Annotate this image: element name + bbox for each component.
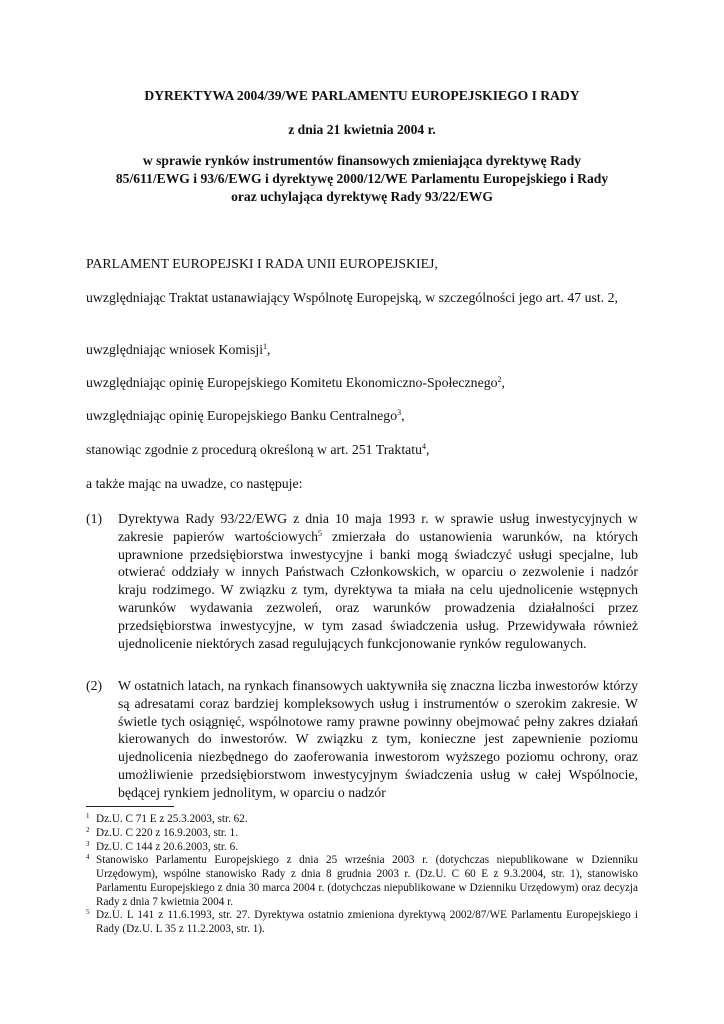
footnote-separator: [86, 806, 174, 807]
footnote-2-mark: 2: [86, 826, 90, 834]
footnote-3-text: Dz.U. C 144 z 20.6.2003, str. 6.: [96, 841, 239, 853]
footnote-ref-2: 2: [497, 375, 502, 384]
footnote-ref-5: 5: [318, 528, 322, 538]
recital-1-text: [118, 510, 638, 652]
footnote-1: [86, 812, 638, 826]
footnote-3-mark: 3: [86, 840, 90, 848]
footnote-ref-3: 3: [397, 408, 402, 417]
footnote-5-mark: 5: [86, 908, 90, 916]
recital-1-text-a: Dyrektywa Rady 93/22/EWG z dnia 10 maja 1993 r. w sprawie usług inwestycyjnych w zakresie papierów wartościowych: [118, 511, 638, 544]
preamble-commission-end: ,: [267, 342, 271, 357]
preamble-commission: [86, 341, 638, 359]
footnote-1-text: Dz.U. C 71 E z 25.3.2003, str. 62.: [96, 813, 248, 825]
preamble-commission-text: uwzględniając wniosek Komisji: [86, 342, 264, 357]
recital-2-number: (2): [86, 678, 103, 693]
preamble-whereas: a także mając na uwadze, co następuje:: [86, 476, 303, 491]
preamble-procedure-text: stanowiąc zgodnie z procedurą określoną w art. 251 Traktatu: [86, 442, 423, 457]
footnote-4-mark: 4: [86, 853, 90, 861]
footnote-5-text: Dz.U. L 141 z 11.6.1993, str. 27. Dyrektywa ostatnio zmieniona dyrektywą 2002/87/WE Parlamentu Europejskiego i Rady (Dz.U. L 35 z 11.2.2003, str. 1).: [96, 909, 638, 935]
recital-2-text: W ostatnich latach, na rynkach finansowych uaktywniła się znaczna liczba inwestorów którzy są adresatami coraz bardziej kompleksowych usług i instrumentów o szerokim zakresie. W świetle tych osiągnięć, wspólnotowe ramy prawne powinny obejmować pełny zakres działań kierowanych do inwestorów. W związku z tym, konieczne jest zapewnienie poziomu ujednolicenia niezbędnego do zaoferowania inwestorom wyższego poziomu ochrony, oraz umożliwienie przedsiębiorstwom inwestycyjnym świadczenia usług w całej Wspólnocie, będącej rynkiem jednolitym, w oparciu o nadzór: [118, 678, 638, 800]
footnote-ref-4: 4: [422, 442, 427, 451]
preamble-bank: [86, 407, 638, 425]
document-title: DYREKTYWA 2004/39/WE PARLAMENTU EUROPEJSKIEGO I RADY: [144, 88, 580, 103]
footnote-4: [86, 853, 638, 909]
document-date: z dnia 21 kwietnia 2004 r.: [288, 122, 436, 137]
subject-line-3: oraz uchylająca dyrektywę Rady 93/22/EWG: [231, 189, 493, 204]
footnote-1-mark: 1: [86, 812, 90, 820]
preamble-procedure-end: ,: [426, 442, 430, 457]
preamble-procedure: [86, 441, 638, 459]
recital-1-number: (1): [86, 511, 103, 526]
preamble-bank-end: ,: [401, 408, 405, 423]
footnote-3: [86, 840, 638, 854]
subject-line-2: 85/611/EWG i 93/6/EWG i dyrektywę 2000/12/WE Parlamentu Europejskiego i Rady: [115, 171, 609, 186]
footnote-4-text: Stanowisko Parlamentu Europejskiego z dnia 25 września 2003 r. (dotychczas niepublikowane w Dzienniku Urzędowym), wspólne stanowisko Rady z dnia 8 grudnia 2003 r. (Dz.U. C 60 E z 9.3.2004, str. 1), stanowisko Parlamentu Europejskiego z dnia 30 marca 2004 r. (dotychczas niepublikowane w Dzienniku Urzędowym) oraz decyzja Rady z dnia 7 kwietnia 2004 r.: [96, 854, 638, 908]
preamble-treaty: uwzględniając Traktat ustanawiający Wspólnotę Europejską, w szczególności jego art. 47 ust. 2,: [86, 290, 618, 305]
recital-1-text-b: zmierzała do ustanowienia warunków, na których uprawnione przedsiębiorstwa inwestycyjne i banki mogą świadczyć usługi specjalne, lub otwierać oddziały w innych Państwach Członkowskich, w oparciu o zezwolenie i nadzór kraju rodzimego. W związku z tym, dyrektywa ta miała na celu ujednolicenie wstępnych warunków wydawania zezwoleń, oraz warunków prowadzenia działalności przez przedsiębiorstwa inwestycyjne, w tym zasad świadczenia usług. Przewidywała również ujednolicenie niektórych zasad regulujących funkcjonowanie rynków regulowanych.: [118, 528, 638, 651]
footnote-5: [86, 908, 638, 936]
preamble-committee: [86, 374, 638, 392]
preamble-committee-text: uwzględniając opinię Europejskiego Komitetu Ekonomiczno-Społecznego: [86, 375, 498, 390]
subject-line-1: w sprawie rynków instrumentów finansowych zmieniająca dyrektywę Rady: [142, 153, 582, 168]
footnote-2: [86, 826, 638, 840]
preamble-institutions: PARLAMENT EUROPEJSKI I RADA UNII EUROPEJSKIEJ,: [86, 256, 438, 271]
preamble-bank-text: uwzględniając opinię Europejskiego Banku Centralnego: [86, 408, 398, 423]
footnote-2-text: Dz.U. C 220 z 16.9.2003, str. 1.: [96, 827, 239, 839]
preamble-committee-end: ,: [501, 375, 505, 390]
footnote-ref-1: 1: [263, 342, 268, 351]
